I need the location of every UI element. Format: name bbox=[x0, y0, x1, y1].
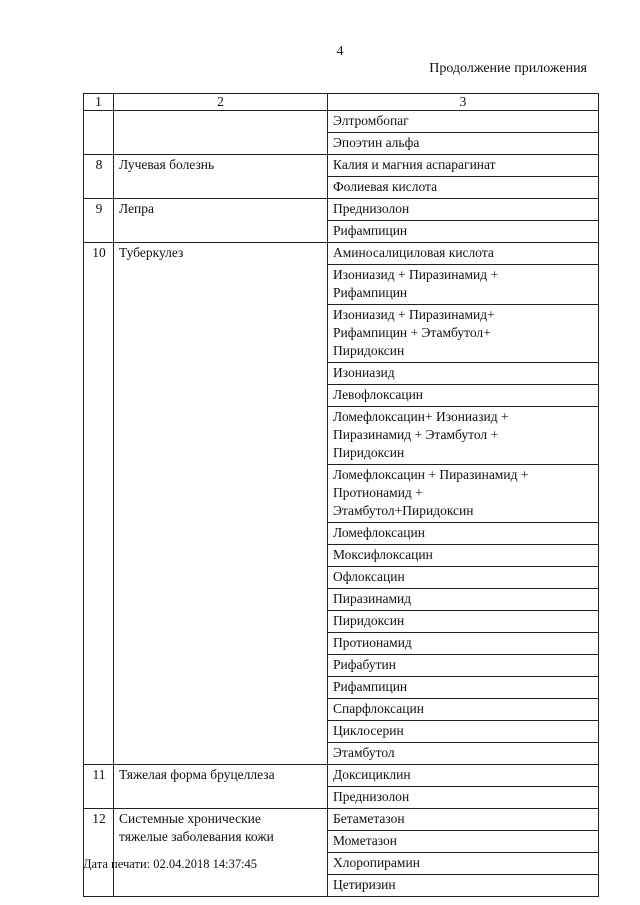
drug-name: Ломефлоксацин bbox=[328, 523, 599, 545]
drug-table bbox=[83, 93, 599, 897]
drug-name: Изониазид + Пиразинамид + Рифампицин bbox=[328, 265, 599, 305]
disease-name: Туберкулез bbox=[114, 243, 328, 765]
table-row bbox=[84, 765, 599, 787]
page-number: 4 bbox=[336, 44, 344, 59]
disease-name: Тяжелая форма бруцеллеза bbox=[114, 765, 328, 809]
drug-name: Фолиевая кислота bbox=[328, 177, 599, 199]
disease-name bbox=[114, 111, 328, 155]
disease-name: Системные хронические тяжелые заболевания кожи bbox=[114, 809, 328, 897]
drug-name: Преднизолон bbox=[328, 199, 599, 221]
drug-name: Изониазид bbox=[328, 363, 599, 385]
disease-name: Лепра bbox=[114, 199, 328, 243]
row-number: 10 bbox=[84, 243, 114, 765]
drug-name: Рифампицин bbox=[328, 221, 599, 243]
table-row bbox=[84, 111, 599, 133]
drug-name: Рифабутин bbox=[328, 655, 599, 677]
drug-name: Протионамид bbox=[328, 633, 599, 655]
header-col-1: 1 bbox=[84, 94, 114, 111]
drug-name: Пиразинамид bbox=[328, 589, 599, 611]
table-row bbox=[84, 809, 599, 831]
table-header-row bbox=[84, 94, 599, 111]
drug-name: Мометазон bbox=[328, 831, 599, 853]
drug-name: Офлоксацин bbox=[328, 567, 599, 589]
drug-name: Доксициклин bbox=[328, 765, 599, 787]
drug-name: Циклосерин bbox=[328, 721, 599, 743]
drug-name: Этамбутол bbox=[328, 743, 599, 765]
table-body bbox=[84, 111, 599, 897]
drug-name: Преднизолон bbox=[328, 787, 599, 809]
drug-name: Эпоэтин альфа bbox=[328, 133, 599, 155]
header-col-2: 2 bbox=[114, 94, 328, 111]
drug-name: Пиридоксин bbox=[328, 611, 599, 633]
drug-name: Рифампицин bbox=[328, 677, 599, 699]
drug-name: Бетаметазон bbox=[328, 809, 599, 831]
drug-name: Элтромбопаг bbox=[328, 111, 599, 133]
drug-name: Спарфлоксацин bbox=[328, 699, 599, 721]
print-date: Дата печати: 02.04.2018 14:37:45 bbox=[83, 857, 258, 871]
row-number: 11 bbox=[84, 765, 114, 809]
row-number: 8 bbox=[84, 155, 114, 199]
table-row bbox=[84, 243, 599, 265]
disease-name: Лучевая болезнь bbox=[114, 155, 328, 199]
header-col-3: 3 bbox=[328, 94, 599, 111]
drug-name: Изониазид + Пиразинамид+ Рифампицин + Этамбутол+ Пиридоксин bbox=[328, 305, 599, 363]
drug-name: Калия и магния аспарагинат bbox=[328, 155, 599, 177]
drug-name: Моксифлоксацин bbox=[328, 545, 599, 567]
drug-name: Ломефлоксацин+ Изониазид + Пиразинамид + Этамбутол + Пиридоксин bbox=[328, 407, 599, 465]
drug-name: Цетиризин bbox=[328, 875, 599, 897]
row-number: 9 bbox=[84, 199, 114, 243]
table-row bbox=[84, 199, 599, 221]
row-number bbox=[84, 111, 114, 155]
drug-name: Хлоропирамин bbox=[328, 853, 599, 875]
drug-name: Ломефлоксацин + Пиразинамид + Протионамид + Этамбутол+Пиридоксин bbox=[328, 465, 599, 523]
row-number: 12 bbox=[84, 809, 114, 897]
table-row bbox=[84, 155, 599, 177]
continuation-label: Продолжение приложения bbox=[429, 61, 587, 76]
drug-name: Аминосалициловая кислота bbox=[328, 243, 599, 265]
drug-name: Левофлоксацин bbox=[328, 385, 599, 407]
